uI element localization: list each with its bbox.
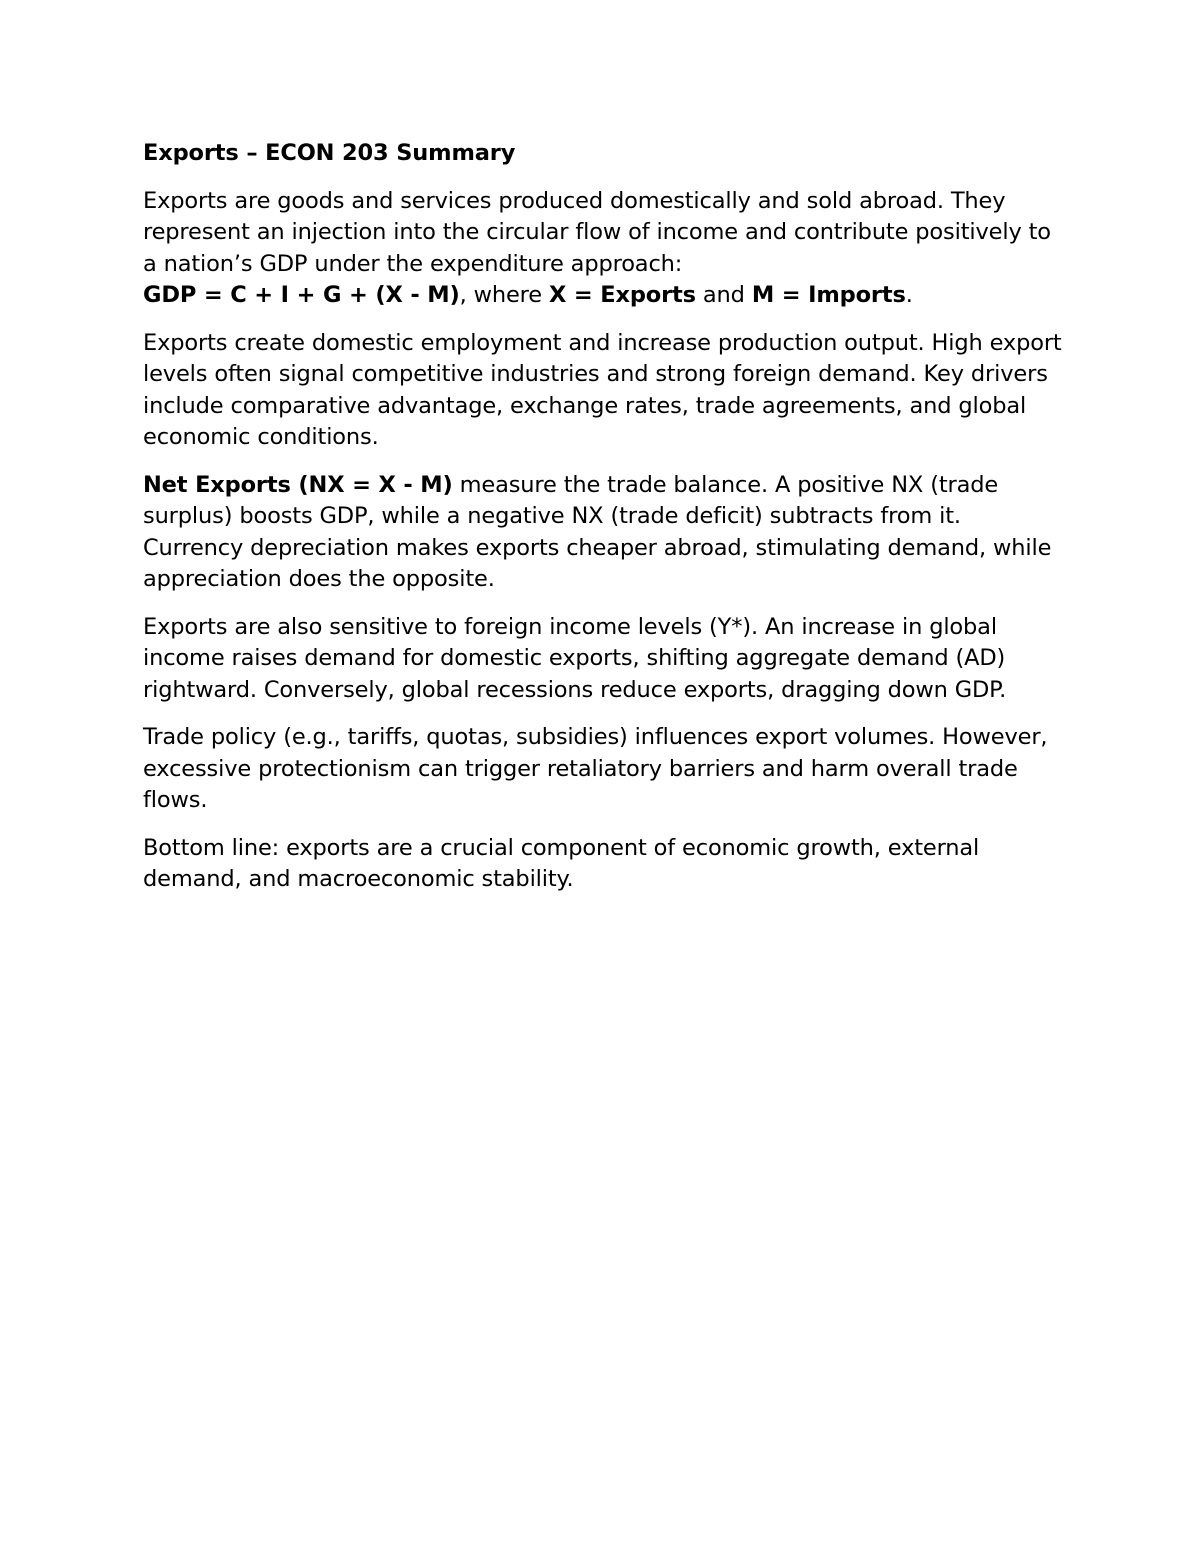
formula-and: and	[695, 282, 752, 308]
imports-definition: M = Imports	[751, 282, 906, 308]
exports-definition: X = Exports	[549, 282, 696, 308]
paragraph-bottom-line: Bottom line: exports are a crucial component of economic growth, external demand, and macroeconomic stability.	[143, 834, 980, 892]
paragraph-employment: Exports create domestic employment and increase production output. High export levels often signal competitive industries and strong foreign demand. Key drivers include comparative advantage, exchange rates, trade agreements, and global economic conditions.	[143, 329, 1062, 450]
net-exports-text: measure the trade balance. A positive NX (trade surplus) boosts GDP, while a negative NX (trade deficit) subtracts from it. Currency depreciation makes exports cheaper abroad, stimulating demand, while appreciation does the opposite.	[143, 471, 1052, 592]
document-body	[143, 138, 1063, 912]
net-exports-lead: Net Exports (NX = X - M)	[143, 471, 453, 498]
definition-text: Exports are goods and services produced domestically and sold abroad. They represent an injection into the circular flow of income and contribute positively to a nation’s GDP under the expenditure approach:	[143, 187, 1051, 277]
paragraph-foreign-income: Exports are also sensitive to foreign income levels (Y*). An increase in global income raises demand for domestic exports, shifting aggregate demand (AD) rightward. Conversely, global recessions reduce exports, dragging down GDP.	[143, 613, 1007, 703]
gdp-formula: GDP = C + I + G + (X - M)	[143, 282, 460, 308]
document-title: Exports – ECON 203 Summary	[143, 140, 516, 166]
formula-where: , where	[459, 282, 549, 308]
formula-end: .	[905, 282, 913, 308]
paragraph-trade-policy: Trade policy (e.g., tariffs, quotas, subsidies) influences export volumes. However, excessive protectionism can trigger retaliatory barriers and harm overall trade flows.	[143, 724, 1048, 813]
paragraph-net-exports	[143, 470, 1063, 596]
paragraph-definition	[143, 186, 1063, 312]
